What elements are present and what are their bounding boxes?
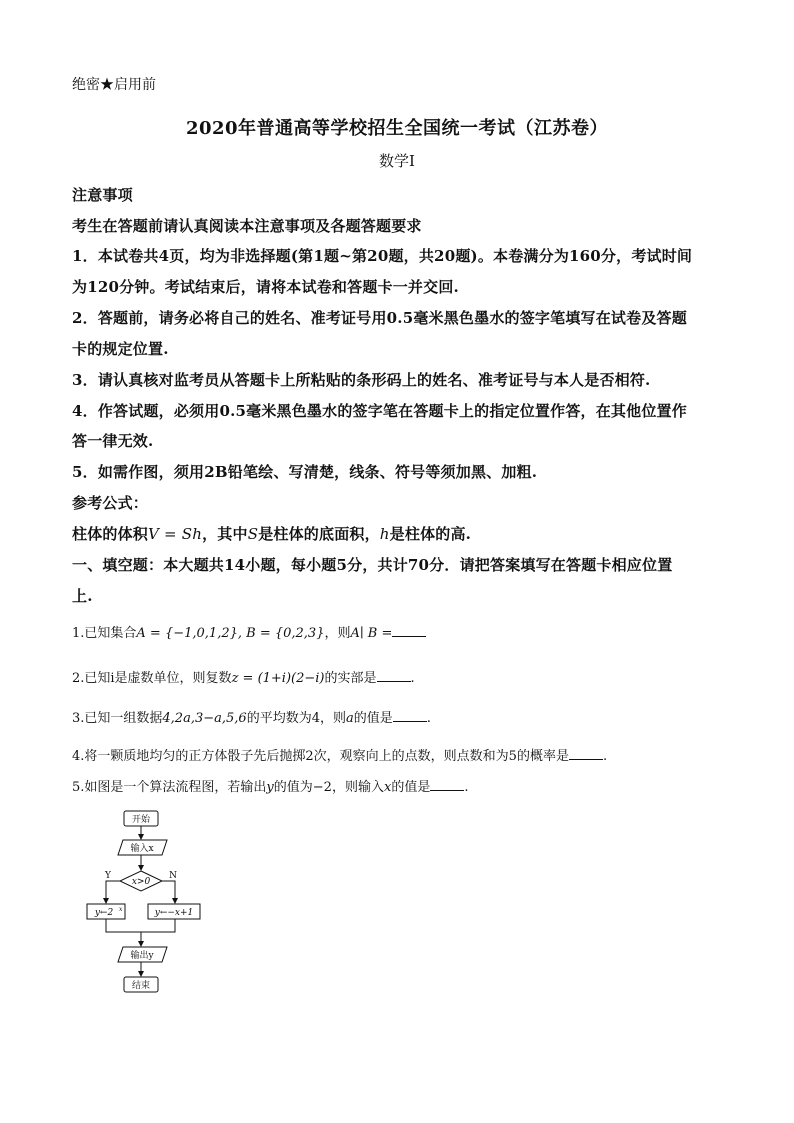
note-line: 2．答题前，请务必将自己的姓名、准考证号用0.5毫米黑色墨水的签字笔填写在试卷及答题 <box>72 309 687 327</box>
left-process-label: y←2 <box>94 908 114 918</box>
question-4: 4.将一颗质地均匀的正方体骰子先后抛掷2次，观察向上的点数，则点数和为5的概率是 . <box>72 749 608 764</box>
note-line: 4．作答试题，必须用0.5毫米黑色墨水的签字笔在答题卡上的指定位置作答，在其他位置作 <box>72 402 687 420</box>
note-line: 5．如需作图，须用2B铅笔绘、写清楚，线条、符号等须加黑、加粗. <box>72 463 538 481</box>
note-line: 1．本试卷共4页，均为非选择题(第1题~第20题，共20题)。本卷满分为160分，考试时间 <box>72 247 693 265</box>
start-label: 开始 <box>131 815 151 825</box>
note-line: 卡的规定位置. <box>72 340 169 358</box>
question-5: 5.如图是一个算法流程图，若输出y的值为−2，则输入x的值是 . <box>72 780 469 795</box>
section-heading: 一、填空题：本大题共14小题，每小题5分，共计70分．请把答案填写在答题卡相应位置 <box>72 556 673 574</box>
output-label: 输出y <box>130 951 154 961</box>
exam-title: 2020年普通高等学校招生全国统一考试（江苏卷） <box>185 118 609 139</box>
notes-intro: 考生在答题前请认真阅读本注意事项及各题答题要求 <box>72 217 422 235</box>
note-line: 3．请认真核对监考员从答题卡上所粘贴的条形码上的姓名、准考证号与本人是否相符. <box>72 371 651 389</box>
exam-subtitle: 数学Ⅰ <box>379 152 415 170</box>
note-line: 为120分钟。考试结束后，请将本试卷和答题卡一并交回. <box>72 278 459 296</box>
right-process-label: y←−x+1 <box>154 908 194 918</box>
formula-line: 柱体的体积V = Sh，其中S是柱体的底面积，h是柱体的高. <box>72 525 472 543</box>
question-1: 1.已知集合A = {−1,0,1,2}, B = {0,2,3}，则A∣ B = <box>72 622 727 641</box>
no-label: N <box>169 871 177 881</box>
section-heading-cont: 上. <box>72 587 93 605</box>
yes-label: Y <box>105 871 111 881</box>
secret-label: 绝密★启用前 <box>72 77 156 93</box>
formula-heading: 参考公式： <box>72 494 149 512</box>
end-label: 结束 <box>131 981 151 991</box>
input-label: 输入x <box>130 844 154 854</box>
condition-label: x>0 <box>131 877 151 887</box>
question-2: 2.已知i是虚数单位，则复数z = (1+i)(2−i)的实部是 . <box>72 671 415 686</box>
notes-heading: 注意事项 <box>72 186 133 204</box>
question-3: 3.已知一组数据4,2a,3−a,5,6的平均数为4，则a的值是 . <box>72 711 431 726</box>
left-process-sup: x <box>119 906 123 913</box>
note-line: 答一律无效. <box>72 432 154 450</box>
